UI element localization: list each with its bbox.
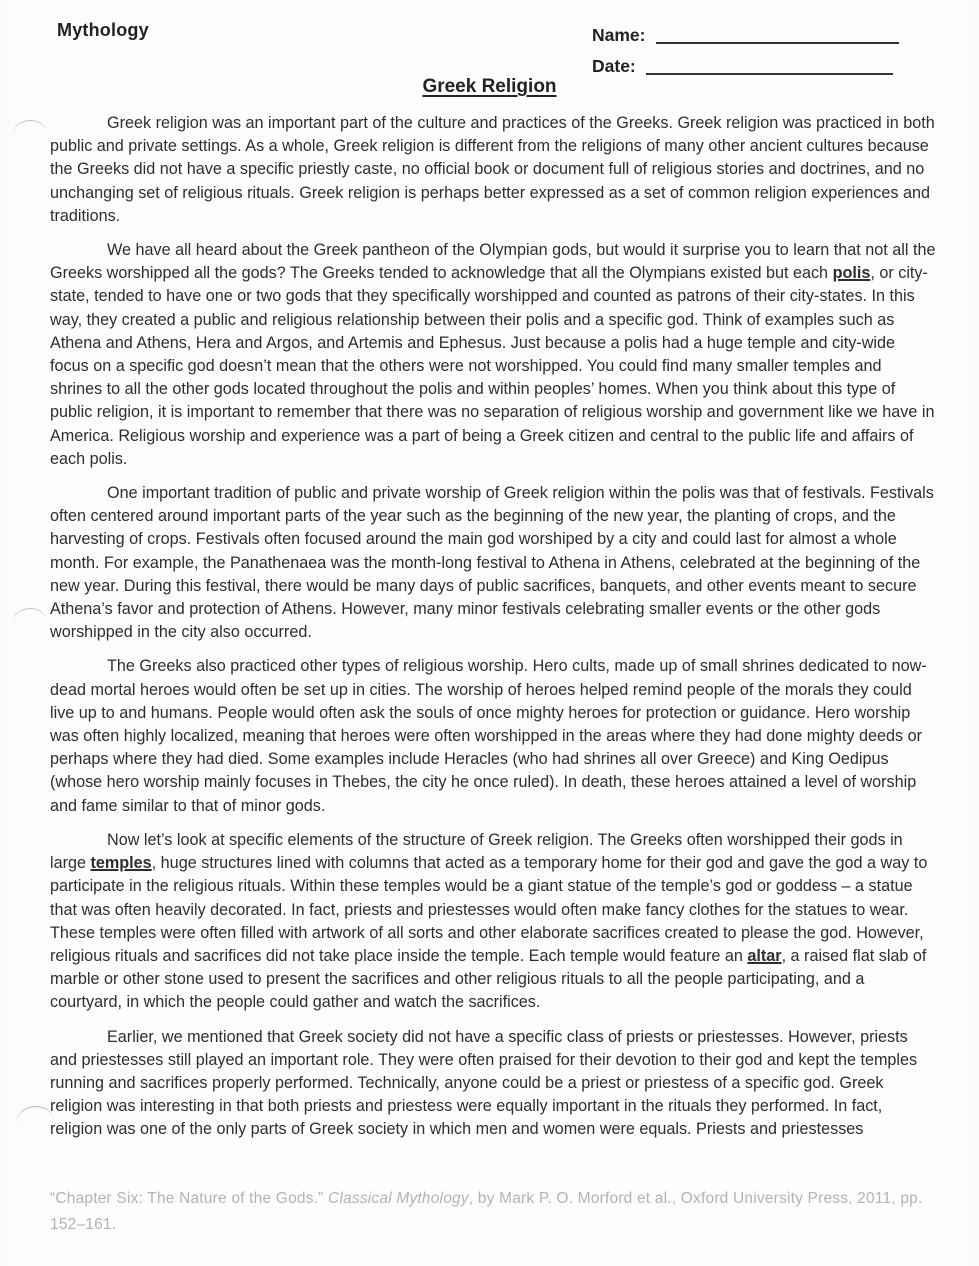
citation-text: “Chapter Six: The Nature of the Gods.” xyxy=(50,1190,329,1207)
student-fields xyxy=(592,22,922,84)
paragraph xyxy=(50,482,938,644)
name-label: Name: xyxy=(592,25,646,45)
italic-text: Classical Mythology xyxy=(328,1190,469,1207)
paragraph xyxy=(50,239,938,471)
name-field-row xyxy=(592,22,922,46)
paragraph xyxy=(50,829,938,1015)
date-label: Date: xyxy=(592,56,636,76)
paragraph-text: , a raised flat slab of marble or other stone used to present the sacrifices and other religious rituals to all the people participating, and a courtyard, in which the people could gather and watch the sacrifices. xyxy=(50,946,927,1012)
key-term: polis xyxy=(832,264,871,283)
date-field-row xyxy=(592,53,922,77)
scan-arc-mark xyxy=(12,119,48,136)
scan-arc-mark xyxy=(12,607,48,624)
paragraph xyxy=(50,655,938,817)
date-blank-line xyxy=(646,73,893,75)
paragraph-text: , or city-state, tended to have one or two gods that they specifically worshipped and counted as patrons of their city-states. In this way, they created a public and religious relationship between their polis and a specific god. Think of examples such as Athena and Athens, Hera and Argos, and Artemis and Ephesus. Just because a polis had a huge temple and city-wide focus on a specific god doesn’t mean that the others were not worshipped. You could find many smaller temples and shrines to all the other gods located throughout the polis and within peoples’ homes. When you think about this type of public religion, it is important to remember that there was no separation of religious worship and government like we have in America. Religious worship and experience was a part of being a Greek citizen and central to the public life and affairs of each polis. xyxy=(50,264,935,468)
key-term: altar xyxy=(747,946,782,965)
name-blank-line xyxy=(656,42,899,44)
course-title: Mythology xyxy=(57,20,149,40)
paragraph-text: We have all heard about the Greek pantheon of the Olympian gods, but would it surprise you to learn that not all the Greeks worshipped all the gods? The Greeks tended to acknowledge that all the Olympians existed but each xyxy=(50,241,936,283)
document-title: Greek Religion xyxy=(422,76,557,97)
paragraph-text: Greek religion was an important part of the culture and practices of the Greeks. Greek religion was practiced in both public and private settings. As a whole, Greek religion is different from the religions of many other ancient cultures because the Greeks did not have a specific priestly caste, no official book or document full of religious stories and doctrines, and no unchanging set of religious rituals. Greek religion is perhaps better expressed as a set of common religion experiences and traditions. xyxy=(50,114,935,225)
citation-footer xyxy=(50,1186,940,1237)
paragraph xyxy=(50,1026,938,1142)
key-term: temples xyxy=(90,854,152,873)
paragraph-text: Now let’s look at specific elements of the structure of Greek religion. The Greeks often worshipped their gods in large xyxy=(50,830,903,873)
paragraph-text: One important tradition of public and private worship of Greek religion within the polis was that of festivals. Festivals often centered around important parts of the year such as the beginning of the new year, the planting of crops, and the harvesting of crops. Festivals often focused around the main god worshiped by a city and could last for almost a whole month. For example, the Panathenaea was the month-long festival to Athena in Athens, celebrated at the beginning of the new year. During this festival, there would be many days of public sacrifices, banquets, and other events meant to secure Athena’s favor and protection of Athens. However, many minor festivals celebrating smaller events or the other gods worshipped in the city also occurred. xyxy=(50,484,934,642)
scan-arc-mark xyxy=(16,1105,55,1124)
paragraph-text: , huge structures lined with columns that acted as a temporary home for their god and gave the god a way to participate in the religious rituals. Within these temples would be a giant statue of the temple’s god or goddess – a statue that was often heavily decorated. In fact, priests and priestesses would often make fancy clothes for the statues to wear. These temples were often filled with artwork of all sorts and other elaborate sacrifices created to please the god. However, religious rituals and sacrifices did not take place inside the temple. Each temple would feature an xyxy=(50,854,928,965)
paragraph-text: The Greeks also practiced other types of religious worship. Hero cults, made up of small shrines dedicated to now-dead mortal heroes would often be set up in cities. The worship of heroes helped remind people of the morals they could live up to and humans. People would often ask the souls of once mighty heroes for protection or guidance. Hero worship was often highly localized, meaning that heroes were often worshipped in the areas where they had done mighty deeds or perhaps where they had died. Some examples include Heracles (who had shrines all over Greece) and King Oedipus (whose hero worship mainly focuses in Thebes, the city he once ruled). In death, these heroes attained a level of worship and fame similar to that of minor gods. xyxy=(50,657,927,815)
citation-text: , by Mark P. O. Morford et al., Oxford University Press, 2011, pp. 152–161. xyxy=(50,1190,923,1233)
paragraph-text: Earlier, we mentioned that Greek society did not have a specific class of priests or priestesses. However, priests and priestesses still played an important role. They were often praised for their devotion to their god and kept the temples running and sacrifices properly performed. Technically, anyone could be a priest or priestess of a specific god. Greek religion was interesting in that both priests and priestess were equally important in the rituals they performed. In fact, religion was one of the only parts of Greek society in which men and women were equals. Priests and priestesses xyxy=(50,1027,918,1139)
document-body xyxy=(50,112,938,1153)
paragraph xyxy=(50,112,938,228)
